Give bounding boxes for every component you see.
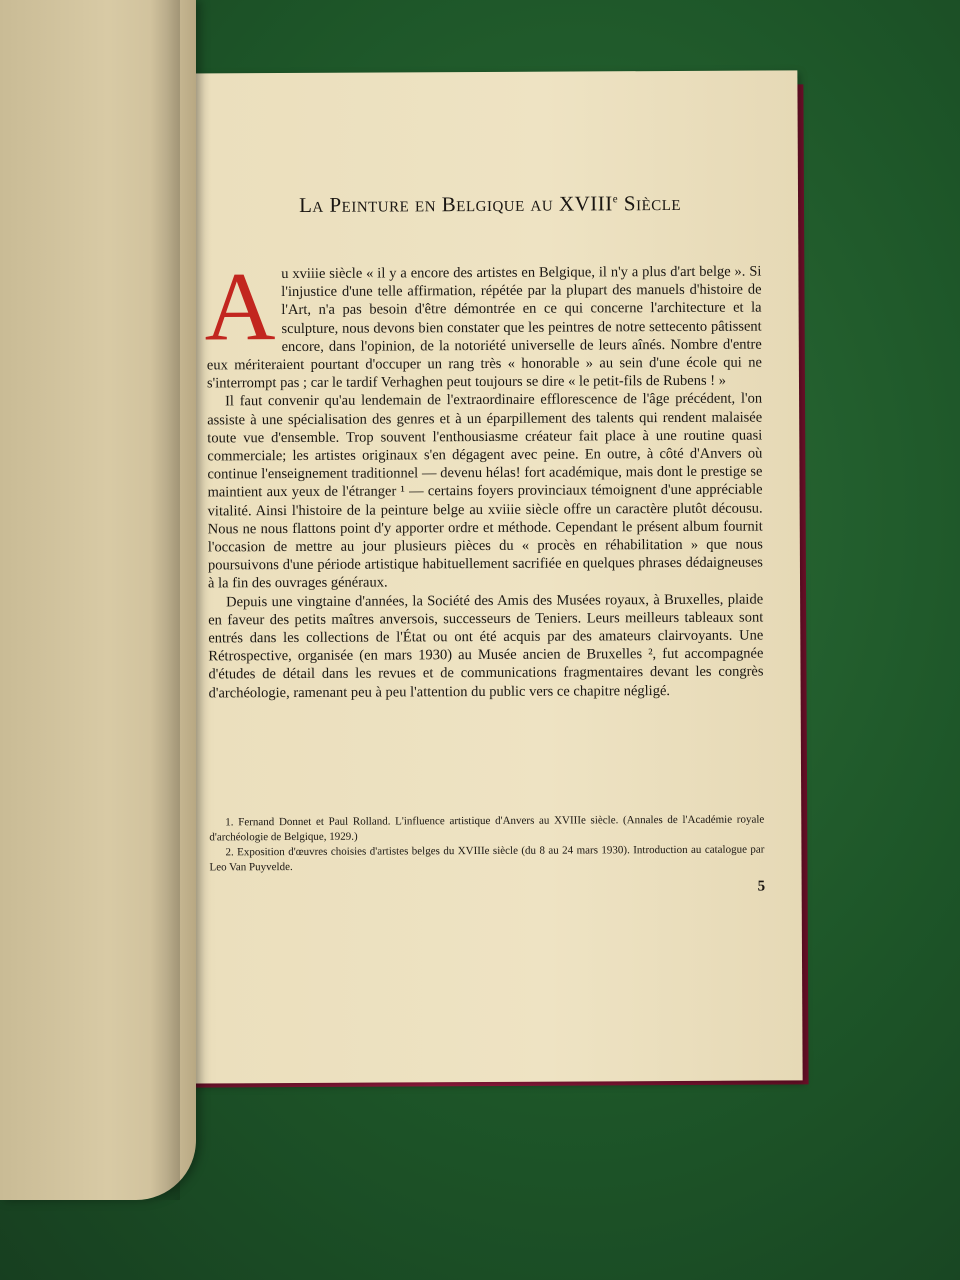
book-gutter-shadow xyxy=(150,0,180,1200)
paragraph-3: Depuis une vingtaine d'années, la Société des Amis des Musées royaux, à Bruxelles, plaide en faveur des petits maîtres anversois, successeurs de Teniers. Leurs meilleurs tableaux sont entrés dans les collections de l'État ou ont été acquis par des amateurs clairvoyants. Une Rétrospective, organisée (en mars 1930) au Musée ancien de Bruxelles ², fut accompagnée d'études de détail dans les revues et de communications fragmentaires devant les congrès d'archéologie, ramenant peu à peu l'attention du public vers ce chapitre négligé. xyxy=(208,591,764,702)
book-page-right xyxy=(161,70,802,1083)
footnote-2: 2. Exposition d'œuvres choisies d'artistes belges du XVIIIe siècle (du 8 au 24 mars 1930). Introduction au catalogue par Leo Van Puyvelde. xyxy=(209,843,765,874)
chapter-title: La Peinture en Belgique au XVIIIe Siècle xyxy=(298,190,682,217)
body-text xyxy=(204,253,764,703)
paragraph-1: Au xviiie siècle « il y a encore des artistes en Belgique, il n'y a plus d'art belge ». Si l'injustice d'une telle affirmation, répétée par la plupart des manuels d'histoire de l'Art, n'a pas besoin d'être démontrée en ce qui concerne l'architecture et la sculpture, nous devons bien constater que les peintres de notre settecento pâtissent encore, dans l'opinion, de la notoriété universelle de leurs aînés. Nombre d'entre eux mériteraient pourtant d'occuper un rang très « honorable » au sein d'une école qui ne s'interrompt pas ; car le tardif Verhaghen peut toujours se dire « le petit-fils de Rubens ! » xyxy=(204,253,762,392)
drop-cap: A xyxy=(204,253,276,362)
footnotes xyxy=(209,813,764,876)
footnote-1: 1. Fernand Donnet et Paul Rolland. L'influence artistique d'Anvers au XVIIIe siècle. (Annales de l'Académie royale d'archéologie de Belgique, 1929.) xyxy=(209,813,765,844)
page-number: 5 xyxy=(757,878,766,895)
page-content xyxy=(205,71,765,1084)
paragraph-2: Il faut convenir qu'au lendemain de l'extraordinaire efflorescence de l'âge précédent, l'on assiste à une spécialisation des genres et à un éparpillement des talents qui rendent malaisée toute vue d'ensemble. Trop souvent l'enthousiasme créateur fait place à une routine quasi commerciale; les artistes originaux s'en dégagent avec peine. En outre, à côté d'Anvers où continue l'enseignement traditionnel — devenu hélas! fort académique, mais dont le prestige se maintient aux yeux de l'étranger ¹ — certains foyers provinciaux témoignent d'une appréciable vitalité. Ainsi l'histoire de la peinture belge au xviiie siècle offre un caractère plutôt décousu. Nous ne nous flattons point d'y apporter ordre et méthode. Cependant le présent album fournit l'occasion de mettre au jour plusieurs pièces du « procès en réhabilitation » que nous poursuivons d'une période artistique habituellement sacrifiée en quelques phrases dédaigneuses à la fin des ouvrages généraux. xyxy=(207,390,763,592)
